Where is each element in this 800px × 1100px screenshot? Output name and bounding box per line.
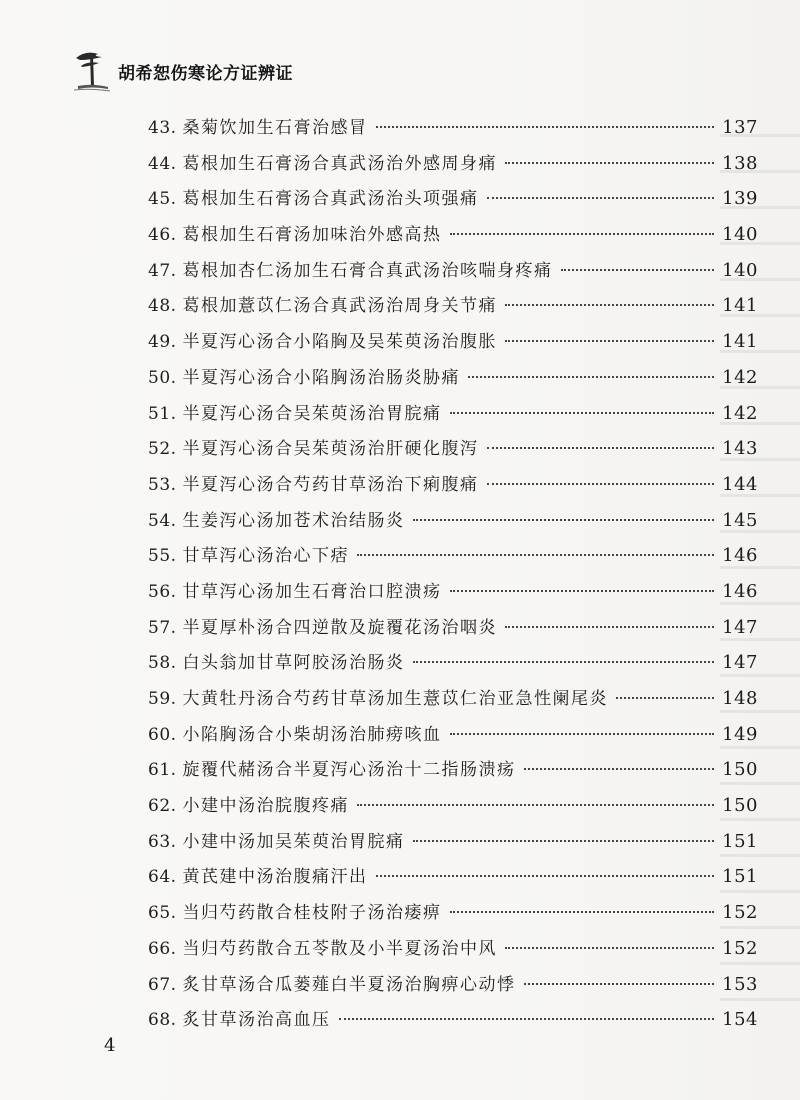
book-title: 胡希恕伤寒论方证辨证 xyxy=(118,63,293,84)
toc-entry[interactable] xyxy=(148,970,758,1006)
entry-number: 62. xyxy=(148,796,177,817)
toc-entry[interactable] xyxy=(148,220,758,256)
entry-title: 葛根加杏仁汤加生石膏合真武汤治咳喘身疼痛 xyxy=(182,260,553,281)
toc-entry[interactable] xyxy=(148,684,758,720)
toc-entry[interactable] xyxy=(148,363,758,399)
entry-title: 葛根加薏苡仁汤合真武汤治周身关节痛 xyxy=(182,296,498,317)
entry-title: 小建中汤治脘腹疼痛 xyxy=(182,796,350,817)
entry-page-number: 154 xyxy=(722,1009,758,1031)
entry-title: 白头翁加甘草阿胶汤治肠炎 xyxy=(182,653,405,674)
entry-number: 43. xyxy=(148,118,177,138)
dot-leader xyxy=(357,554,714,556)
toc-entry[interactable] xyxy=(148,256,758,292)
entry-page-number: 141 xyxy=(722,295,758,317)
entry-number: 45. xyxy=(148,189,177,210)
toc-entry[interactable] xyxy=(148,291,758,327)
entry-title: 半夏泻心汤合小陷胸及吴茱萸汤治腹胀 xyxy=(182,332,498,353)
toc-entry[interactable] xyxy=(148,791,758,827)
entry-number: 58. xyxy=(148,653,177,674)
toc-entry[interactable] xyxy=(148,648,758,684)
toc-entry[interactable] xyxy=(148,399,758,435)
dot-leader xyxy=(468,376,714,378)
entry-number: 46. xyxy=(148,225,177,246)
entry-page-number: 153 xyxy=(722,973,758,995)
entry-page-number: 146 xyxy=(722,580,758,602)
toc-entry[interactable] xyxy=(148,541,758,577)
entry-number: 44. xyxy=(148,153,177,174)
entry-number: 57. xyxy=(148,617,177,638)
toc-entry[interactable] xyxy=(148,470,758,506)
dot-leader xyxy=(487,483,715,485)
table-of-contents xyxy=(148,113,758,1041)
dot-leader xyxy=(487,447,715,449)
dot-leader xyxy=(450,733,715,735)
dot-leader xyxy=(524,983,715,985)
dot-leader xyxy=(413,519,715,521)
dot-leader xyxy=(450,911,715,913)
toc-entry[interactable] xyxy=(148,898,758,934)
entry-number: 60. xyxy=(148,724,177,745)
toc-entry[interactable] xyxy=(148,577,758,613)
entry-page-number: 137 xyxy=(722,117,758,138)
entry-number: 52. xyxy=(148,439,177,460)
entry-page-number: 151 xyxy=(722,830,758,852)
toc-entry[interactable] xyxy=(148,1005,758,1041)
entry-number: 61. xyxy=(148,760,177,781)
toc-entry[interactable] xyxy=(148,613,758,649)
entry-title: 半夏泻心汤合芍药甘草汤治下痢腹痛 xyxy=(182,474,479,495)
entry-title: 半夏泻心汤合吴茱萸汤治胃脘痛 xyxy=(182,403,442,424)
entry-page-number: 142 xyxy=(722,366,758,388)
entry-title: 炙甘草汤治高血压 xyxy=(182,1010,331,1031)
toc-entry[interactable] xyxy=(148,720,758,756)
dot-leader xyxy=(357,804,714,806)
dot-leader xyxy=(450,412,715,414)
entry-page-number: 148 xyxy=(722,688,758,709)
entry-number: 49. xyxy=(148,332,177,353)
entry-title: 半夏泻心汤合吴茱萸汤治肝硬化腹泻 xyxy=(182,439,479,460)
entry-page-number: 152 xyxy=(722,937,758,959)
entry-title: 炙甘草汤合瓜蒌薤白半夏汤治胸痹心动悸 xyxy=(182,974,516,995)
entry-title: 葛根加生石膏汤加味治外感高热 xyxy=(182,225,442,246)
entry-title: 小建中汤加吴茱萸治胃脘痛 xyxy=(182,831,405,852)
toc-entry[interactable] xyxy=(148,434,758,470)
toc-entry[interactable] xyxy=(148,934,758,970)
entry-page-number: 152 xyxy=(722,902,758,924)
entry-number: 47. xyxy=(148,260,177,281)
toc-entry[interactable] xyxy=(148,506,758,542)
entry-number: 50. xyxy=(148,367,177,388)
dot-leader xyxy=(413,840,715,842)
entry-page-number: 143 xyxy=(722,438,758,460)
entry-number: 68. xyxy=(148,1010,177,1031)
entry-page-number: 147 xyxy=(722,652,758,674)
entry-page-number: 146 xyxy=(722,545,758,567)
entry-number: 65. xyxy=(148,903,177,924)
entry-page-number: 142 xyxy=(722,402,758,424)
entry-page-number: 147 xyxy=(722,616,758,638)
entry-title: 生姜泻心汤加苍术治结肠炎 xyxy=(182,510,405,531)
entry-title: 旋覆代赭汤合半夏泻心汤治十二指肠溃疡 xyxy=(182,760,516,781)
dot-leader xyxy=(450,233,715,235)
dot-leader xyxy=(413,661,715,663)
dot-leader xyxy=(561,269,715,271)
dot-leader xyxy=(616,697,714,699)
toc-entry[interactable] xyxy=(148,113,758,149)
entry-page-number: 145 xyxy=(722,509,758,531)
entry-number: 51. xyxy=(148,403,177,424)
dot-leader xyxy=(505,162,714,164)
pine-tree-logo-icon xyxy=(72,46,112,94)
dot-leader xyxy=(376,126,715,128)
entry-page-number: 144 xyxy=(722,473,758,495)
running-header xyxy=(72,46,293,94)
toc-entry[interactable] xyxy=(148,755,758,791)
entry-number: 56. xyxy=(148,581,177,602)
entry-page-number: 138 xyxy=(722,152,758,174)
entry-page-number: 139 xyxy=(722,188,758,210)
dot-leader xyxy=(505,340,714,342)
entry-title: 半夏泻心汤合小陷胸汤治肠炎胁痛 xyxy=(182,367,461,388)
entry-number: 53. xyxy=(148,474,177,495)
entry-page-number: 149 xyxy=(722,723,758,745)
toc-entry[interactable] xyxy=(148,184,758,220)
entry-title: 小陷胸汤合小柴胡汤治肺痨咳血 xyxy=(182,724,442,745)
entry-page-number: 150 xyxy=(722,759,758,781)
toc-entry[interactable] xyxy=(148,327,758,363)
entry-title: 桑菊饮加生石膏治感冒 xyxy=(182,118,368,138)
entry-page-number: 151 xyxy=(722,866,758,888)
dot-leader xyxy=(450,590,715,592)
entry-title: 黄芪建中汤治腹痛汗出 xyxy=(182,867,368,888)
toc-entry[interactable] xyxy=(148,149,758,185)
dot-leader xyxy=(524,768,715,770)
dot-leader xyxy=(376,875,715,877)
dot-leader xyxy=(505,304,714,306)
entry-number: 63. xyxy=(148,831,177,852)
dot-leader xyxy=(505,947,714,949)
entry-title: 半夏厚朴汤合四逆散及旋覆花汤治咽炎 xyxy=(182,617,498,638)
entry-number: 64. xyxy=(148,867,177,888)
entry-page-number: 150 xyxy=(722,795,758,817)
entry-number: 48. xyxy=(148,296,177,317)
entry-title: 甘草泻心汤加生石膏治口腔溃疡 xyxy=(182,581,442,602)
entry-page-number: 140 xyxy=(722,224,758,246)
page-number: 4 xyxy=(104,1035,116,1056)
dot-leader xyxy=(339,1018,715,1020)
entry-title: 葛根加生石膏汤合真武汤治外感周身痛 xyxy=(182,153,498,174)
entry-title: 当归芍药散合桂枝附子汤治痿痹 xyxy=(182,903,442,924)
toc-entry[interactable] xyxy=(148,862,758,898)
entry-title: 葛根加生石膏汤合真武汤治头项强痛 xyxy=(182,189,479,210)
toc-entry[interactable] xyxy=(148,827,758,863)
entry-number: 54. xyxy=(148,510,177,531)
entry-title: 当归芍药散合五苓散及小半夏汤治中风 xyxy=(182,938,498,959)
dot-leader xyxy=(487,197,715,199)
entry-number: 66. xyxy=(148,938,177,959)
entry-number: 55. xyxy=(148,546,177,567)
entry-page-number: 140 xyxy=(722,259,758,281)
entry-title: 甘草泻心汤治心下痞 xyxy=(182,546,350,567)
entry-page-number: 141 xyxy=(722,331,758,353)
entry-number: 67. xyxy=(148,974,177,995)
entry-title: 大黄牡丹汤合芍药甘草汤加生薏苡仁治亚急性阑尾炎 xyxy=(182,689,609,709)
entry-number: 59. xyxy=(148,689,177,709)
dot-leader xyxy=(505,626,714,628)
